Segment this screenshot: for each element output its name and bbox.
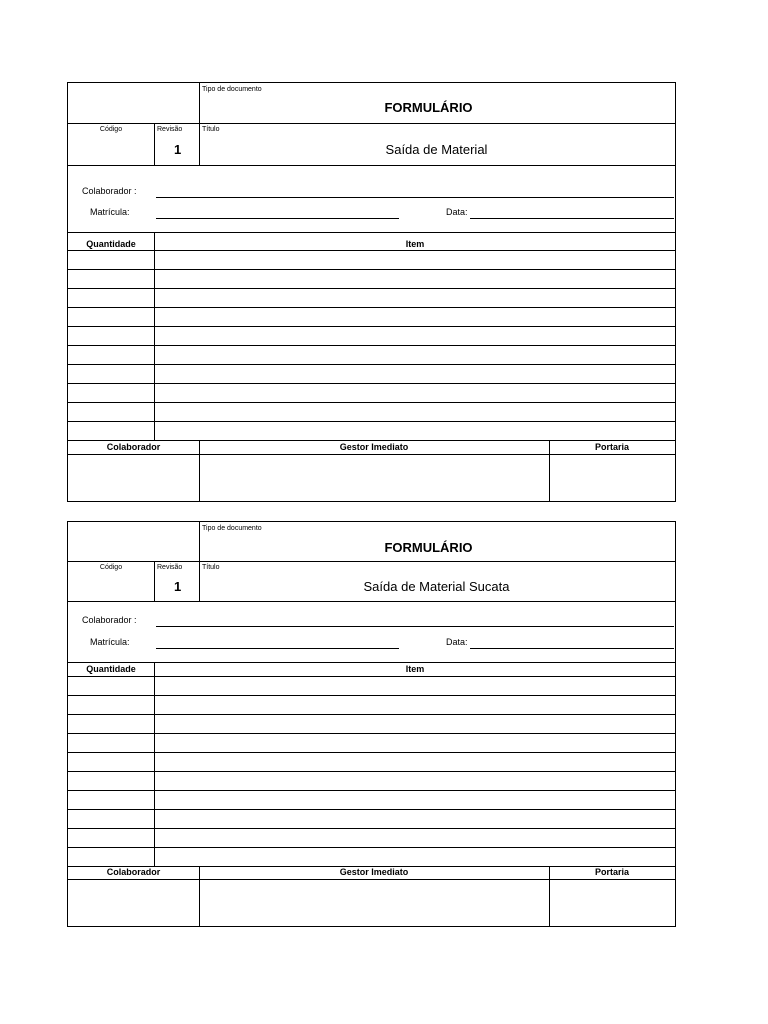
data-field[interactable] xyxy=(470,218,674,219)
data-label: Data: xyxy=(446,207,468,217)
revisao-label: Revisão xyxy=(157,564,183,571)
matricula-field[interactable] xyxy=(156,648,399,649)
tipo-documento-label: Tipo de documento xyxy=(202,525,262,532)
form-saida-material xyxy=(67,82,676,502)
tipo-documento-label: Tipo de documento xyxy=(202,86,262,93)
item-header: Item xyxy=(405,239,425,249)
sign-portaria-header: Portaria xyxy=(594,867,629,877)
colaborador-field[interactable] xyxy=(156,626,674,627)
item-header: Item xyxy=(405,664,425,674)
colaborador-field[interactable] xyxy=(156,197,674,198)
titulo-label: Título xyxy=(202,564,220,571)
sign-portaria-header: Portaria xyxy=(594,442,629,452)
sign-colaborador-header: Colaborador xyxy=(106,867,161,877)
matricula-field[interactable] xyxy=(156,218,399,219)
tipo-documento-value: FORMULÁRIO xyxy=(384,540,473,555)
colaborador-label: Colaborador : xyxy=(82,186,137,196)
titulo-label: Título xyxy=(202,126,220,133)
matricula-label: Matrícula: xyxy=(90,637,130,647)
data-label: Data: xyxy=(446,637,468,647)
form-saida-material-sucata xyxy=(67,521,676,927)
titulo-value: Saída de Material Sucata xyxy=(363,579,510,594)
data-field[interactable] xyxy=(470,648,674,649)
sign-colaborador-header: Colaborador xyxy=(106,442,161,452)
quantidade-header: Quantidade xyxy=(86,664,136,674)
sign-gestor-header: Gestor Imediato xyxy=(339,442,409,452)
revisao-value: 1 xyxy=(174,142,182,157)
matricula-label: Matrícula: xyxy=(90,207,130,217)
tipo-documento-value: FORMULÁRIO xyxy=(384,100,473,115)
revisao-label: Revisão xyxy=(157,126,183,133)
codigo-label: Código xyxy=(99,126,123,133)
codigo-label: Código xyxy=(99,564,123,571)
revisao-value: 1 xyxy=(174,579,182,594)
sign-gestor-header: Gestor Imediato xyxy=(339,867,409,877)
colaborador-label: Colaborador : xyxy=(82,615,137,625)
quantidade-header: Quantidade xyxy=(86,239,136,249)
titulo-value: Saída de Material xyxy=(385,142,488,157)
